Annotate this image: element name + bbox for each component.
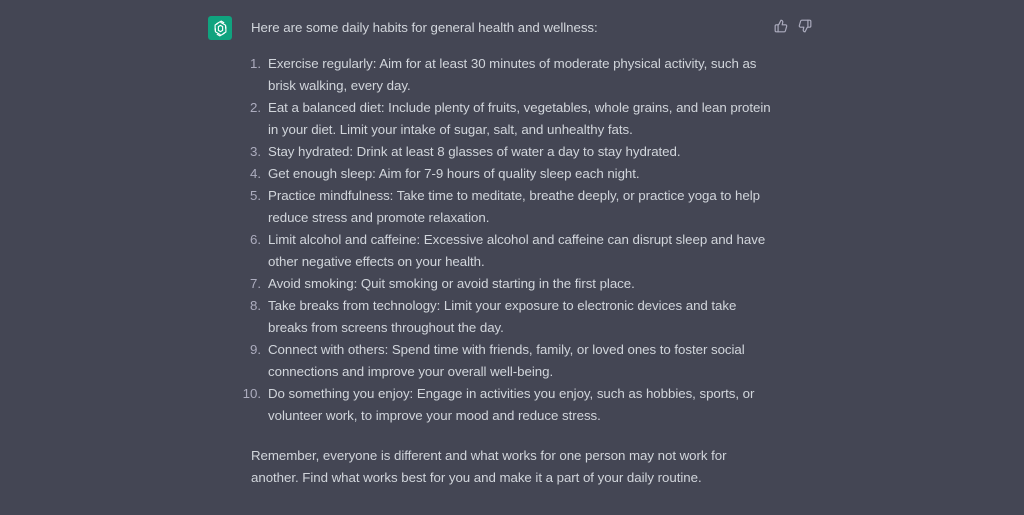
list-item <box>251 229 771 273</box>
list-item <box>251 273 771 295</box>
list-item-text: Stay hydrated: Drink at least 8 glasses of water a day to stay hydrated. <box>268 144 681 159</box>
list-item-number: 9. <box>250 342 261 357</box>
list-item-number: 1. <box>250 56 261 71</box>
thumbs-down-icon <box>798 19 812 33</box>
list-item-number: 3. <box>250 144 261 159</box>
thumbs-up-icon <box>774 19 788 33</box>
list-item <box>251 185 771 229</box>
list-item-number: 2. <box>250 100 261 115</box>
assistant-avatar <box>208 16 232 40</box>
list-item-text: Connect with others: Spend time with friends, family, or loved ones to foster social connections and improve your overall well-being. <box>268 342 745 379</box>
list-item-number: 7. <box>250 276 261 291</box>
list-item-number: 10. <box>242 386 261 401</box>
openai-logo-icon <box>212 20 229 37</box>
message-closing: Remember, everyone is different and what works for one person may not work for another. Find what works best for you and make it a part of your daily routine. <box>251 448 727 485</box>
thumbs-up-button[interactable] <box>772 17 790 35</box>
list-item <box>242 383 771 427</box>
habits-list <box>242 53 771 427</box>
list-item <box>251 339 771 383</box>
list-item-text: Exercise regularly: Aim for at least 30 minutes of moderate physical activity, such as brisk walking, every day. <box>268 56 757 93</box>
list-item-text: Practice mindfulness: Take time to meditate, breathe deeply, or practice yoga to help reduce stress and promote relaxation. <box>268 188 760 225</box>
list-item <box>251 163 771 185</box>
list-item-text: Eat a balanced diet: Include plenty of fruits, vegetables, whole grains, and lean protein in your diet. Limit your intake of sugar, salt, and unhealthy fats. <box>268 100 771 137</box>
list-item-number: 6. <box>250 232 261 247</box>
list-item-number: 4. <box>250 166 261 181</box>
message-content <box>242 17 771 489</box>
message-intro: Here are some daily habits for general health and wellness: <box>251 20 598 35</box>
list-item-number: 5. <box>250 188 261 203</box>
list-item-text: Avoid smoking: Quit smoking or avoid starting in the first place. <box>268 276 635 291</box>
list-item <box>251 141 771 163</box>
list-item-text: Take breaks from technology: Limit your exposure to electronic devices and take breaks from screens throughout the day. <box>268 298 737 335</box>
list-item <box>251 295 771 339</box>
list-item-text: Get enough sleep: Aim for 7-9 hours of quality sleep each night. <box>268 166 640 181</box>
list-item-number: 8. <box>250 298 261 313</box>
list-item-text: Do something you enjoy: Engage in activities you enjoy, such as hobbies, sports, or volunteer work, to improve your mood and reduce stress. <box>268 386 755 423</box>
list-item <box>251 97 771 141</box>
feedback-controls <box>772 17 814 35</box>
list-item-text: Limit alcohol and caffeine: Excessive alcohol and caffeine can disrupt sleep and have other negative effects on your health. <box>268 232 766 269</box>
list-item <box>251 53 771 97</box>
thumbs-down-button[interactable] <box>796 17 814 35</box>
